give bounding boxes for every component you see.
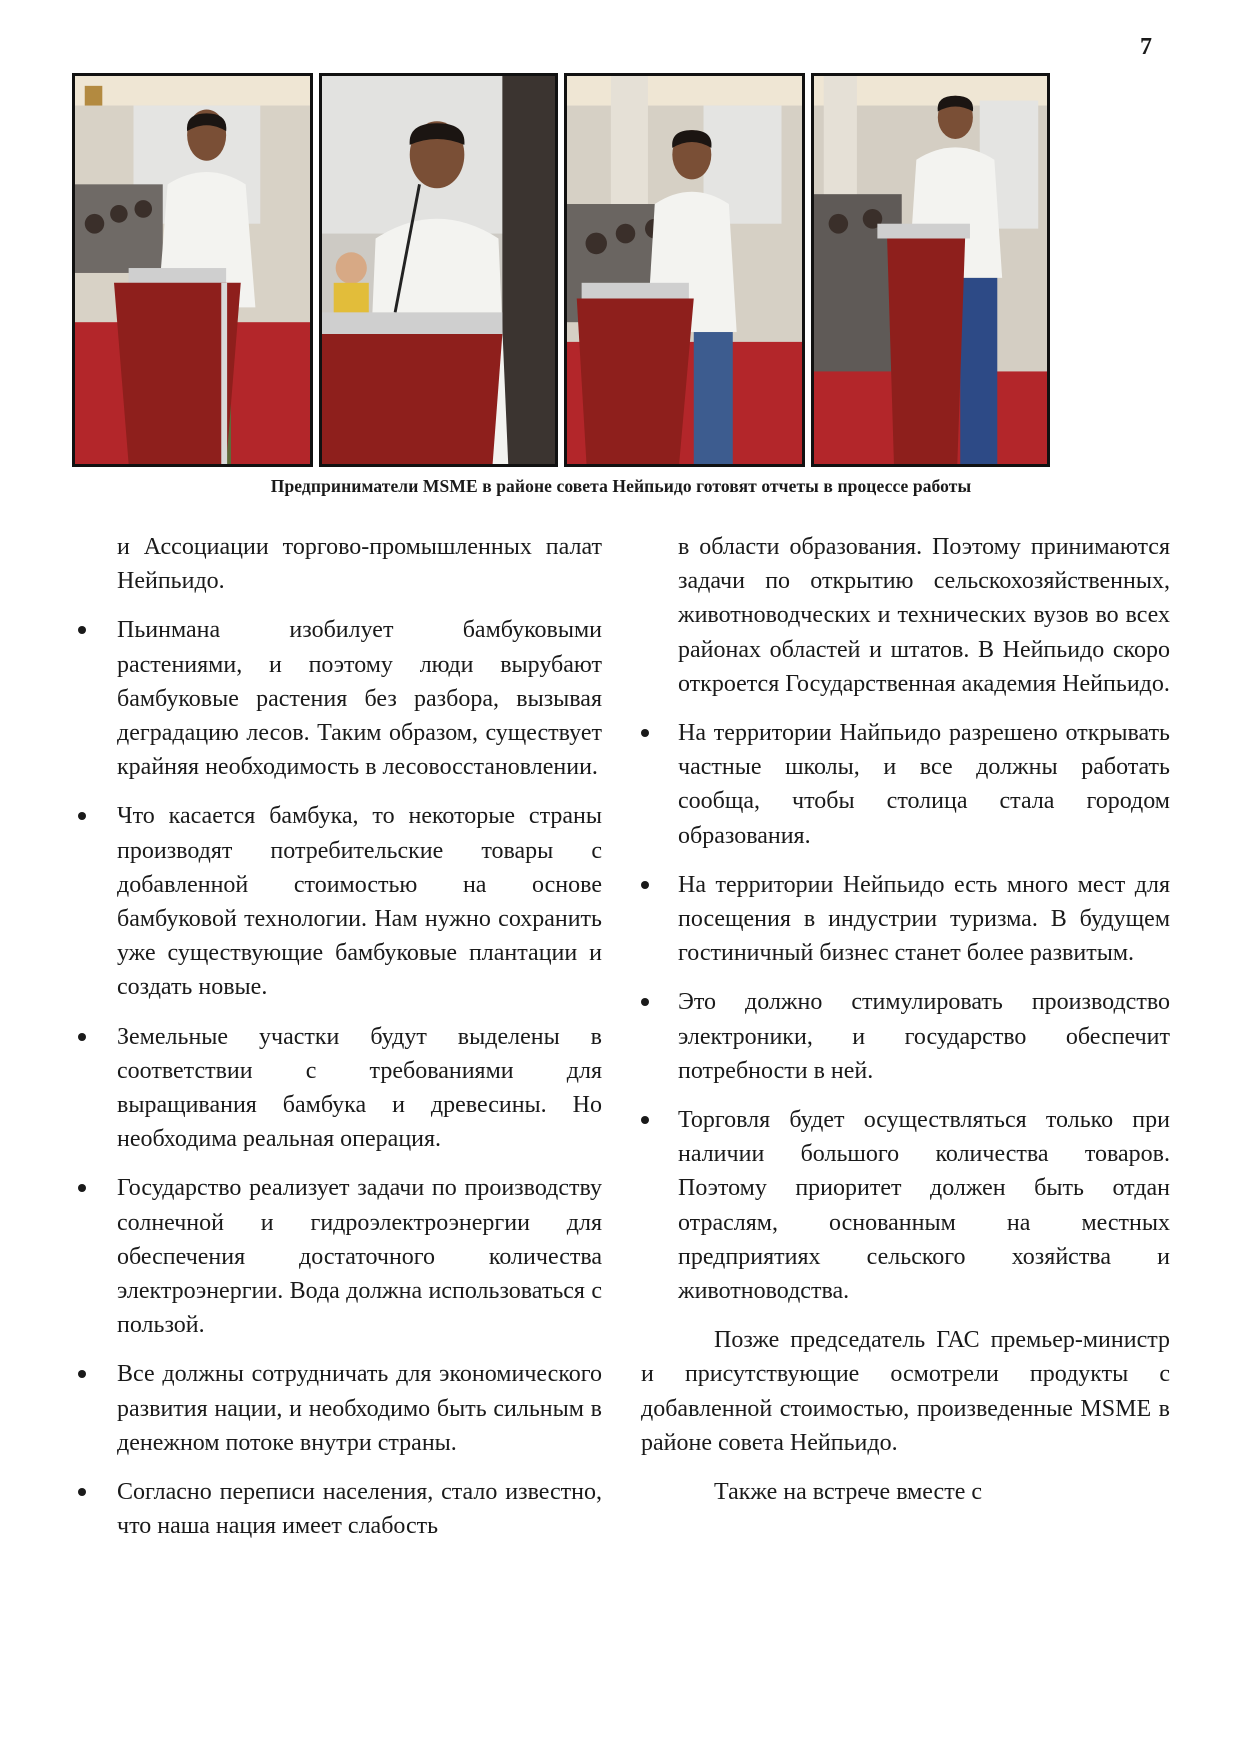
list-item: Что касается бамбука, то некоторые страны производят потребительские товары с добавленной стоимостью на основе бамбуковой технологии. Нам нужно сохранить уже существующие бамбуковые плантации и создать новые. bbox=[72, 799, 602, 1004]
right-continuation-paragraph: в области образования. Поэтому принимаются задачи по открытию сельскохозяйственных, животноводческих и технических вузов во всех районах областей и штатов. В Нейпьидо скоро откроется Государственная академия Нейпьидо. bbox=[678, 534, 1170, 697]
bullet-icon bbox=[78, 812, 86, 820]
bullet-icon bbox=[78, 1370, 86, 1378]
bullet-icon bbox=[78, 1184, 86, 1192]
list-item: Торговля будет осуществляться только при наличии большого количества товаров. Поэтому приоритет должен быть отдан отраслям, основанным на местных предприятиях сельского хозяйства и животноводства. bbox=[641, 1103, 1170, 1308]
bullet-icon bbox=[641, 729, 649, 737]
right-column bbox=[641, 530, 1170, 1524]
left-column bbox=[72, 530, 602, 1558]
list-item: На территории Нейпьидо есть много мест для посещения в индустрии туризма. В будущем гостиничный бизнес станет более развитым. bbox=[641, 868, 1170, 971]
left-intro-paragraph: и Ассоциации торгово-промышленных палат Нейпьидо. bbox=[117, 534, 602, 595]
photo-speaker-3 bbox=[564, 73, 805, 467]
bullet-icon bbox=[78, 626, 86, 634]
photo-speaker-1 bbox=[72, 73, 313, 467]
bullet-icon bbox=[641, 1116, 649, 1124]
bullet-icon bbox=[641, 998, 649, 1006]
bullet-icon bbox=[641, 881, 649, 889]
list-item: Государство реализует задачи по производству солнечной и гидроэлектроэнергии для обеспечения достаточного количества электроэнергии. Вода должна использоваться с пользой. bbox=[72, 1171, 602, 1342]
photo-strip bbox=[72, 73, 1170, 473]
closing-paragraph-2: Также на встрече вместе с bbox=[714, 1479, 982, 1506]
list-item: На территории Найпьидо разрешено открывать частные школы, и все должны работать сообща, чтобы столица стала городом образования. bbox=[641, 716, 1170, 853]
closing-paragraph-1: Позже председатель ГАС премьер-министр и присутствующие осмотрели продукты с добавленной стоимостью, произведенные MSME в районе совета Нейпьидо. bbox=[641, 1327, 1170, 1456]
list-item: Земельные участки будут выделены в соответствии с требованиями для выращивания бамбука и древесины. Но необходима реальная операция. bbox=[72, 1020, 602, 1157]
photo-speaker-4 bbox=[811, 73, 1050, 467]
photo-speaker-2 bbox=[319, 73, 558, 467]
page-number: 7 bbox=[1140, 34, 1152, 60]
list-item: Это должно стимулировать производство электроники, и государство обеспечит потребности в ней. bbox=[641, 985, 1170, 1088]
list-item: Все должны сотрудничать для экономического развития нации, и необходимо быть сильным в денежном потоке внутри страны. bbox=[72, 1357, 602, 1460]
list-item: Согласно переписи населения, стало известно, что наша нация имеет слабость bbox=[72, 1475, 602, 1543]
photo-caption: Предприниматели MSME в районе совета Нейпьидо готовят отчеты в процессе работы bbox=[270, 476, 972, 496]
bullet-icon bbox=[78, 1488, 86, 1496]
list-item: Пьинмана изобилует бамбуковыми растениями, и поэтому люди вырубают бамбуковые растения без разбора, вызывая деградацию лесов. Таким образом, существует крайняя необходимость в лесовосстановлении. bbox=[72, 613, 602, 784]
bullet-icon bbox=[78, 1033, 86, 1041]
